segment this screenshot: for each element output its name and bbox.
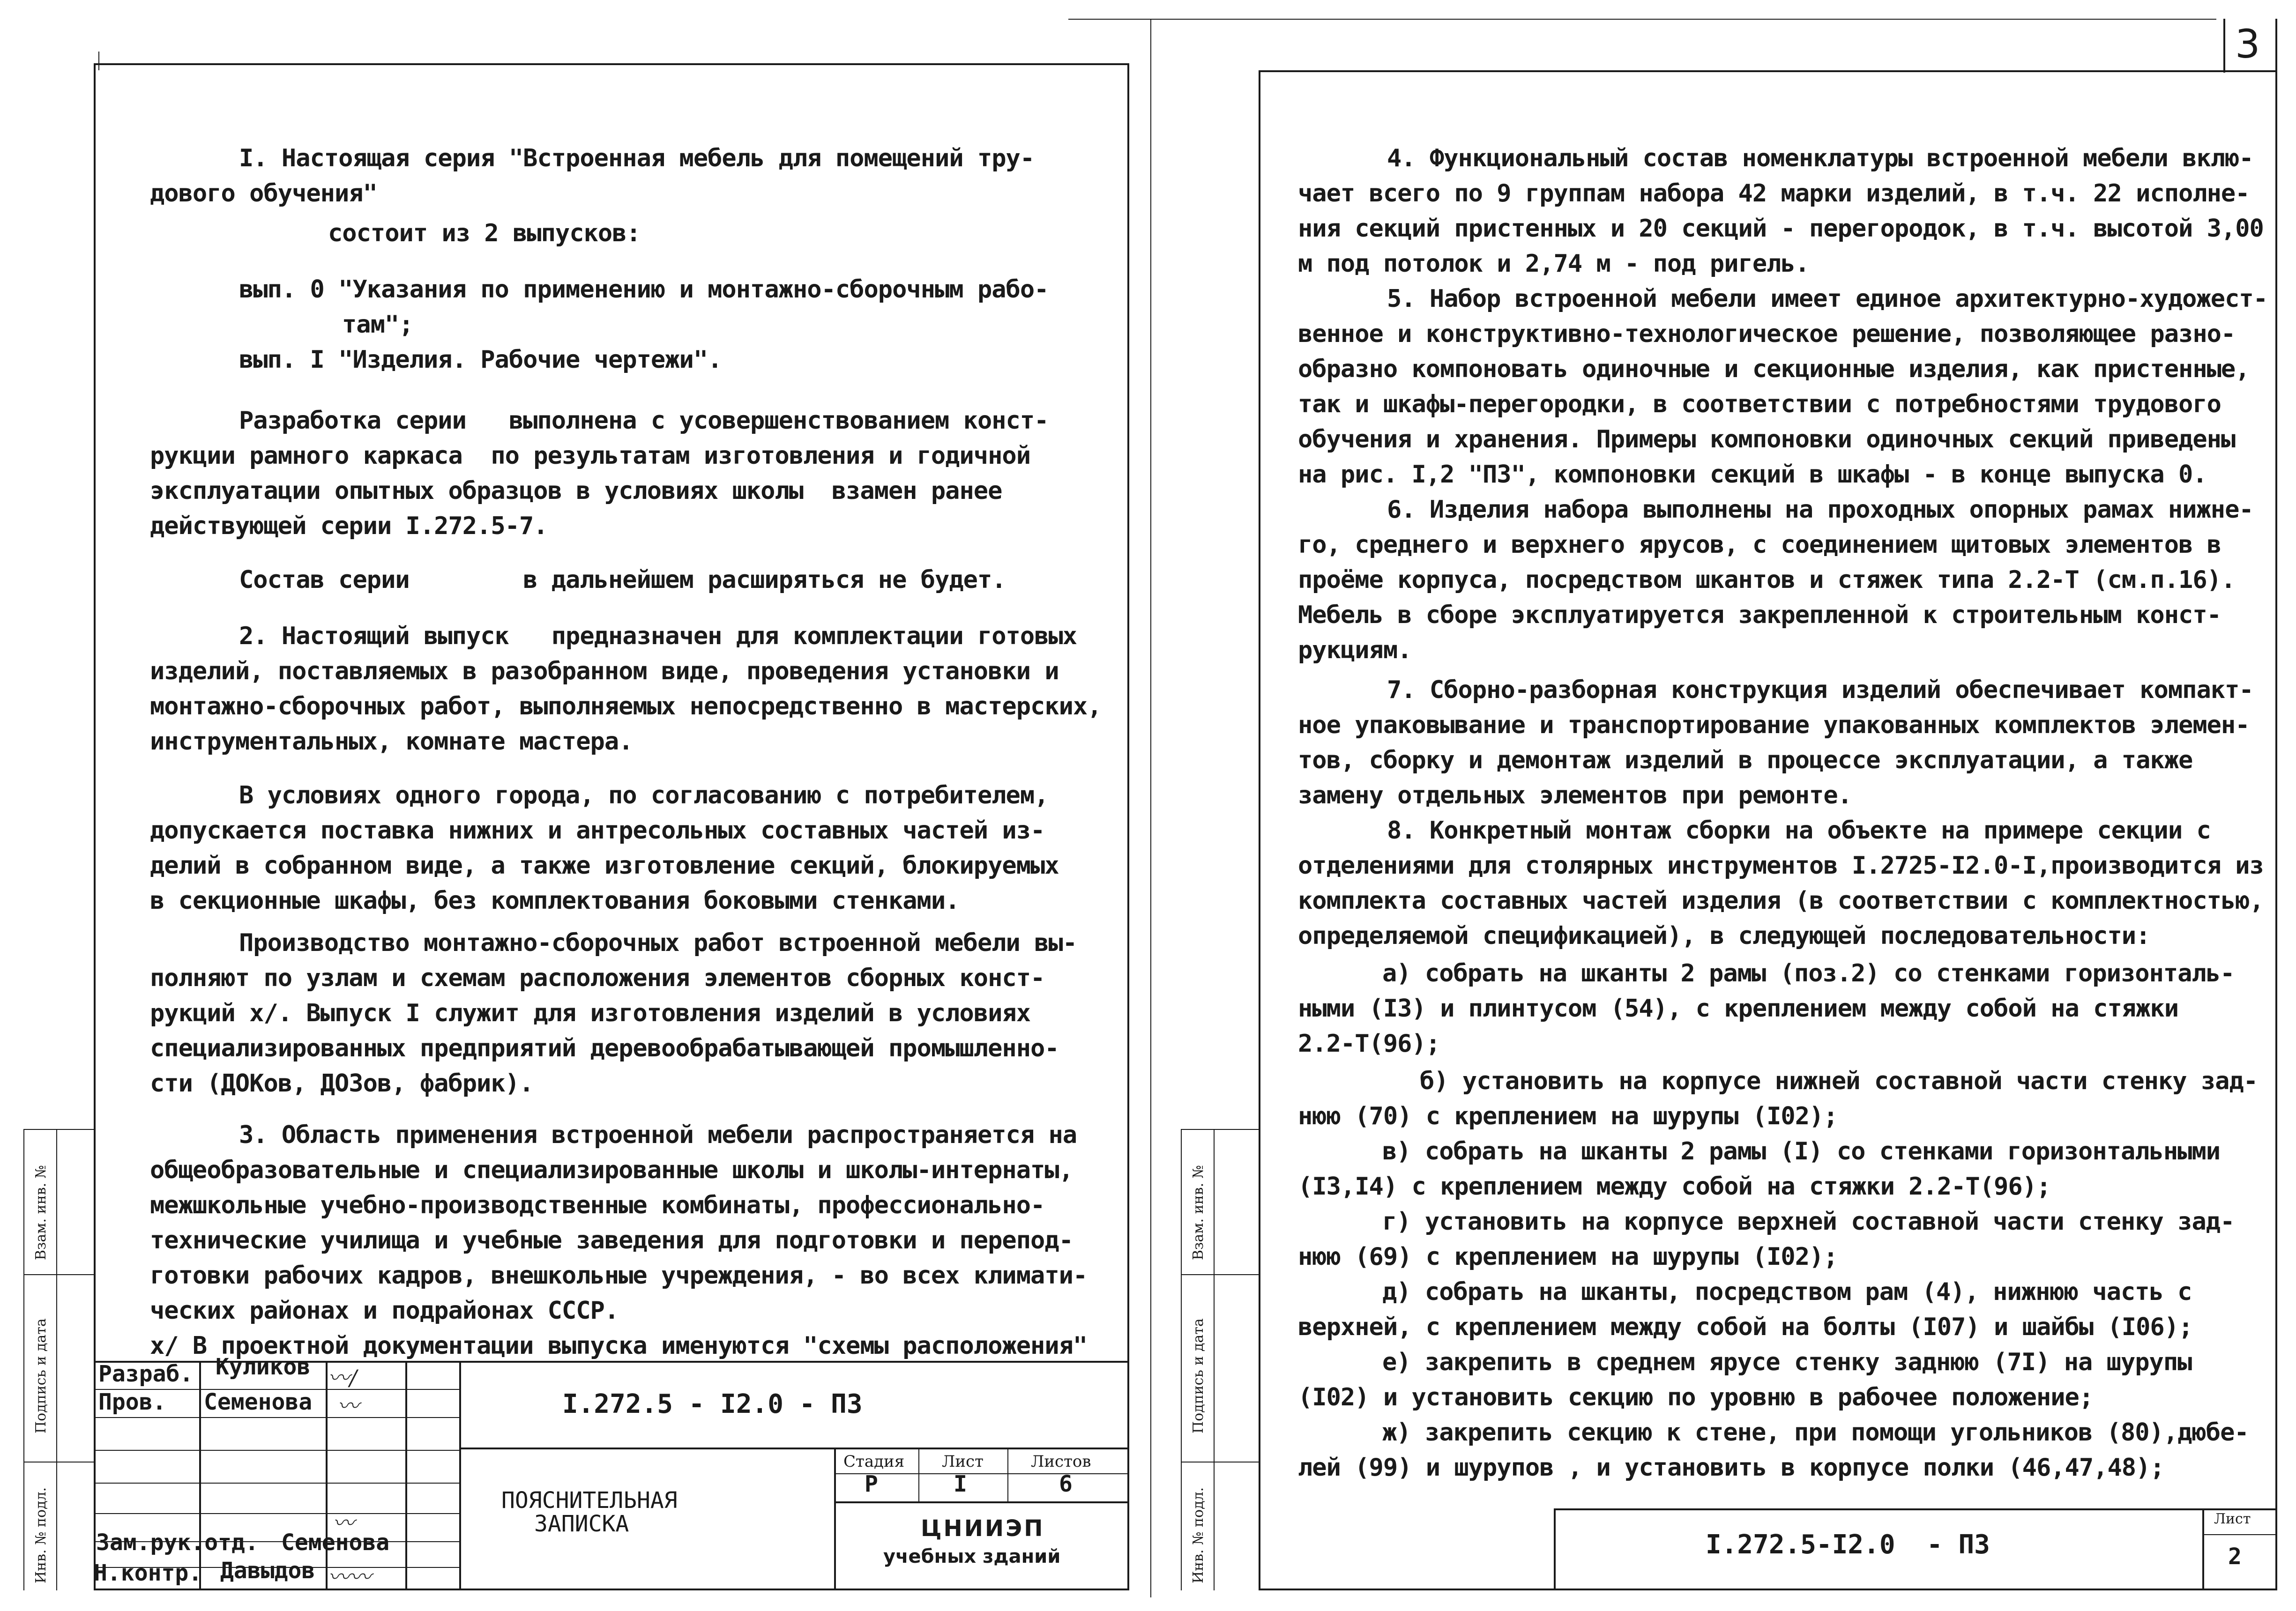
- tb-name-0: Куликов: [216, 1354, 311, 1380]
- center-fold-line: [1150, 19, 1151, 1597]
- right-body-line-5: венное и конструктивно-технологическое решение, позволяющее разно-: [1298, 320, 2236, 348]
- left-strip-top: [23, 1129, 94, 1130]
- right-body-line-31: нюю (69) с креплением на шурупы (I02);: [1298, 1243, 1838, 1271]
- signature-3: 〰: [333, 1510, 354, 1536]
- tb-stage-h2: [834, 1501, 1129, 1503]
- tb-sheet-header: Лист: [942, 1452, 984, 1471]
- tb-row3: [94, 1450, 459, 1451]
- tb-v3: [405, 1361, 407, 1590]
- right-strip-top: [1181, 1129, 1260, 1130]
- signature-2: 〰: [337, 1393, 359, 1418]
- right-body-line-16: ное упаковывание и транспортирование упакованных комплектов элемен-: [1298, 711, 2250, 739]
- right-frame-top: [1260, 70, 2277, 72]
- left-body-line-21: рукций x/. Выпуск I служит для изготовления изделий в условиях: [150, 999, 1031, 1027]
- right-body-line-24: ными (I3) и плинтусом (54), с креплением между собой на стяжки: [1298, 995, 2179, 1023]
- right-body-line-22: определяемой спецификацией), в следующей последовательности:: [1298, 922, 2150, 950]
- right-body-line-18: замену отдельных элементов при ремонте.: [1298, 781, 1852, 809]
- tb-sheets-header: Листов: [1031, 1452, 1091, 1471]
- tb-stage-header: Стадия: [843, 1452, 905, 1471]
- right-body-line-25: 2.2-Т(96);: [1298, 1030, 1440, 1058]
- tb-name-2: Семенова: [281, 1529, 390, 1556]
- right-body-line-10: 6. Изделия набора выполнены на проходных опорных рамах нижне-: [1387, 496, 2253, 524]
- tb-v2: [326, 1361, 328, 1590]
- right-body-line-4: 5. Набор встроенной мебели имеет единое архитектурно-художест-: [1387, 285, 2268, 313]
- right-body-line-2: ния секций пристенных и 20 секций - перегородок, в т.ч. высотой 3,00: [1298, 215, 2264, 243]
- left-body-line-3: вып. 0 "Указания по применению и монтажно-сборочным рабо-: [239, 275, 1049, 304]
- left-strip-div1: [23, 1274, 94, 1275]
- right-footer-top: [1556, 1508, 2277, 1510]
- left-body-line-26: межшкольные учебно-производственные комбинаты, профессионально-: [150, 1191, 1045, 1219]
- right-body-line-23: а) собрать на шканты 2 рамы (поз.2) со стенками горизонталь-: [1382, 959, 2235, 987]
- left-body-line-6: Разработка серии выполнена с усовершенствованием конст-: [239, 407, 1049, 435]
- left-body-line-13: монтажно-сборочных работ, выполняемых непосредственно в мастерских,: [150, 692, 1102, 720]
- right-margin-label-1: Взам. инв. №: [1190, 1165, 1207, 1260]
- right-body-line-21: комплекта составных частей изделия (в соответствии с комплектностью,: [1298, 887, 2264, 915]
- top-scan-line: [1068, 19, 2216, 20]
- left-body-line-17: делий в собранном виде, а также изготовление секций, блокируемых: [150, 852, 1059, 880]
- tb-role-0: Разраб.: [98, 1361, 194, 1387]
- right-strip-div1: [1181, 1274, 1260, 1275]
- tb-name-3: Давыдов: [220, 1558, 315, 1584]
- tb-role-2: Зам.рук.отд.: [96, 1529, 259, 1556]
- right-footer-sheet-label: Лист: [2214, 1511, 2251, 1527]
- left-body-line-15: В условиях одного города, по согласованию с потребителем,: [239, 781, 1049, 809]
- left-margin-label-3: Инв. № подл.: [33, 1487, 49, 1583]
- tb-stage-v1: [918, 1448, 919, 1501]
- right-body-line-6: образно компоновать одиночные и секционные изделия, как пристенные,: [1298, 355, 2250, 383]
- left-body-line-30: x/ В проектной документации выпуска именуются "схемы расположения": [150, 1332, 1088, 1360]
- left-body-line-20: полняют по узлам и схемам расположения элементов сборных конст-: [150, 964, 1045, 992]
- tb-name-1: Семенова: [204, 1389, 313, 1415]
- tb-v4: [459, 1361, 461, 1590]
- left-body-line-14: инструментальных, комнате мастера.: [150, 728, 633, 756]
- left-body-line-4: там";: [342, 311, 413, 339]
- sheet-number: 3: [2235, 21, 2260, 67]
- tb-org-1: ЦНИИЭП: [921, 1515, 1045, 1542]
- right-body-line-19: 8. Конкретный монтаж сборки на объекте на примере секции с: [1387, 817, 2211, 845]
- left-body-line-7: рукции рамного каркаса по результатам изготовления и годичной: [150, 442, 1031, 470]
- right-strip-line-a: [1181, 1129, 1182, 1590]
- tb-role-3: Н.контр.: [94, 1560, 202, 1586]
- tb-org-2: учебных зданий: [883, 1546, 1061, 1567]
- right-strip-div2: [1181, 1462, 1260, 1463]
- tb-row4: [94, 1483, 459, 1484]
- right-margin-label-2: Подпись и дата: [1190, 1318, 1207, 1433]
- left-body-line-5: вып. I "Изделия. Рабочие чертежи".: [239, 346, 722, 374]
- right-footer-code: I.272.5-I2.0 - ПЗ: [1706, 1529, 1990, 1560]
- right-strip-line-b: [1214, 1129, 1215, 1590]
- signature-4: 〰〰: [328, 1564, 371, 1589]
- tb-title-1: ПОЯСНИТЕЛЬНАЯ: [501, 1487, 678, 1514]
- left-body-line-27: технические училища и учебные заведения для подготовки и перепод-: [150, 1226, 1073, 1255]
- right-body-line-13: Мебель в сборе эксплуатируется закрепленной к строительным конст-: [1298, 601, 2221, 629]
- right-body-line-12: проёме корпуса, посредством шкантов и стяжек типа 2.2-Т (см.п.16).: [1298, 566, 2236, 594]
- left-fold-mark: [98, 52, 99, 70]
- right-frame-left: [1259, 70, 1260, 1590]
- right-body-line-35: (I02) и установить секцию по уровню в рабочее положение;: [1298, 1383, 2094, 1411]
- left-body-line-29: ческих районах и подрайонах СССР.: [150, 1297, 619, 1325]
- right-footer-sheet-left: [2202, 1508, 2204, 1590]
- tb-sheets-value: 6: [1059, 1471, 1073, 1497]
- left-body-line-12: изделий, поставляемых в разобранном виде, проведения установки и: [150, 657, 1059, 685]
- left-body-line-8: эксплуатации опытных образцов в условиях школы взамен ранее: [150, 477, 1002, 505]
- right-body-line-15: 7. Сборно-разборная конструкция изделий обеспечивает компакт-: [1387, 676, 2253, 704]
- right-body-line-14: рукциям.: [1298, 636, 1412, 664]
- tb-row2: [94, 1417, 459, 1418]
- right-body-line-30: г) установить на корпусе верхней составной части стенку зад-: [1382, 1208, 2235, 1236]
- right-body-line-36: ж) закрепить секцию к стене, при помощи угольников (80),дюбе-: [1382, 1418, 2249, 1447]
- signature-1: 〰∕: [328, 1365, 357, 1390]
- left-body-line-28: готовки рабочих кадров, внешкольные учреждения, - во всех климати-: [150, 1262, 1088, 1290]
- right-margin-label-3: Инв. № подл.: [1190, 1487, 1207, 1583]
- left-strip-line-a: [23, 1129, 24, 1590]
- right-frame-bottom: [1259, 1589, 2277, 1590]
- left-body-line-9: действующей серии I.272.5-7.: [150, 512, 548, 540]
- tb-mid: [459, 1448, 1129, 1449]
- left-body-line-24: 3. Область применения встроенной мебели распространяется на: [239, 1121, 1077, 1149]
- left-strip-div2: [23, 1462, 94, 1463]
- right-body-line-26: б) установить на корпусе нижней составной части стенку зад-: [1420, 1067, 2258, 1095]
- right-body-line-8: обучения и хранения. Примеры компоновки одиночных секций приведены: [1298, 425, 2236, 453]
- left-body-line-11: 2. Настоящий выпуск предназначен для комплектации готовых: [239, 622, 1077, 650]
- right-body-line-32: д) собрать на шканты, посредством рам (4), нижнюю часть с: [1382, 1278, 2192, 1306]
- left-margin-label-1: Взам. инв. №: [33, 1165, 49, 1260]
- tb-title-2: ЗАПИСКА: [534, 1511, 629, 1537]
- tb-doc-code: I.272.5 - I2.0 - ПЗ: [562, 1389, 863, 1419]
- left-body-line-19: Производство монтажно-сборочных работ встроенной мебели вы-: [239, 929, 1077, 957]
- sheet-number-box-left: [2223, 19, 2225, 73]
- right-body-line-11: го, среднего и верхнего ярусов, с соединением щитовых элементов в: [1298, 531, 2221, 559]
- tb-role-1: Пров.: [98, 1389, 166, 1415]
- tb-stage-v2: [1007, 1448, 1008, 1501]
- left-body-line-18: в секционные шкафы, без комплектования боковыми стенками.: [150, 887, 960, 915]
- left-body-line-16: допускается поставка нижних и антресольных составных частей из-: [150, 817, 1045, 845]
- right-body-line-7: так и шкафы-перегородки, в соответствии с потребностями трудового: [1298, 390, 2221, 418]
- right-frame-right: [2275, 19, 2277, 1590]
- left-body-line-10: Состав серии в дальнейшем расширяться не будет.: [239, 566, 1006, 594]
- left-body-line-22: специализированных предприятий деревообрабатывающей промышленно-: [150, 1034, 1059, 1062]
- left-strip-line-b: [56, 1129, 57, 1590]
- tb-v1: [199, 1361, 201, 1590]
- right-body-line-33: верхней, с креплением между собой на болты (I07) и шайбы (I06);: [1298, 1313, 2193, 1341]
- left-frame-bottom: [94, 1589, 1129, 1590]
- tb-stage-value: Р: [865, 1471, 878, 1497]
- left-body-line-2: состоит из 2 выпусков:: [328, 219, 641, 247]
- right-body-line-1: чает всего по 9 группам набора 42 марки изделий, в т.ч. 22 исполне-: [1298, 179, 2250, 208]
- tb-stage-h1: [834, 1473, 1129, 1474]
- tb-stage-left: [834, 1448, 836, 1590]
- right-body-line-29: (I3,I4) с креплением между собой на стяжки 2.2-Т(96);: [1298, 1173, 2051, 1201]
- right-body-line-9: на рис. I,2 "ПЗ", компоновки секций в шкафы - в конце выпуска 0.: [1298, 460, 2207, 489]
- right-footer-sheet-div: [2202, 1534, 2277, 1535]
- left-body-line-23: сти (ДОКов, ДОЗов, фабрик).: [150, 1069, 534, 1098]
- right-body-line-37: лей (99) и шурупов , и установить в корпусе полки (46,47,48);: [1298, 1454, 2164, 1482]
- right-body-line-27: нюю (70) с креплением на шурупы (I02);: [1298, 1102, 1838, 1130]
- right-body-line-17: тов, сборку и демонтаж изделий в процессе эксплуатации, а также: [1298, 746, 2193, 774]
- right-body-line-34: е) закрепить в среднем ярусе стенку заднюю (7I) на шурупы: [1382, 1348, 2192, 1376]
- left-body-line-0: I. Настоящая серия "Встроенная мебель для помещений тру-: [239, 144, 1035, 172]
- right-body-line-0: 4. Функциональный состав номенклатуры встроенной мебели вклю-: [1387, 144, 2253, 172]
- left-body-line-1: дового обучения": [150, 179, 377, 208]
- tb-row5: [94, 1513, 459, 1514]
- right-body-line-28: в) собрать на шканты 2 рамы (I) со стенками горизонтальными: [1382, 1137, 2221, 1166]
- right-footer-left: [1554, 1508, 1556, 1590]
- tb-sheet-value: I: [954, 1471, 967, 1497]
- right-body-line-3: м под потолок и 2,74 м - под ригель.: [1298, 250, 1810, 278]
- left-margin-label-2: Подпись и дата: [33, 1318, 49, 1433]
- left-frame-top: [94, 63, 1129, 65]
- right-body-line-20: отделениями для столярных инструментов I.2725-I2.0-I,производится из: [1298, 852, 2264, 880]
- left-body-line-25: общеобразовательные и специализированные школы и школы-интернаты,: [150, 1156, 1073, 1184]
- right-footer-sheet-value: 2: [2228, 1544, 2242, 1570]
